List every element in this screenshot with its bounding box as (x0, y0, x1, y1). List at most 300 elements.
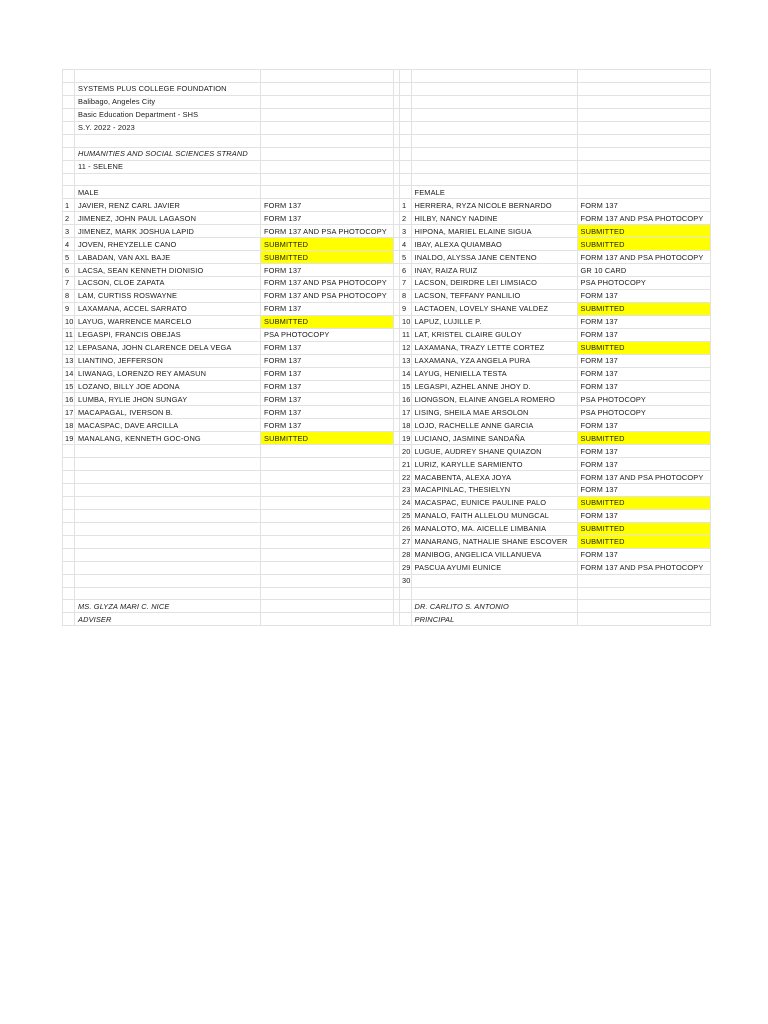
female-student-name: LUCIANO, JASMINE SANDAÑA (411, 432, 577, 445)
student-row (63, 445, 711, 458)
female-student-name: PASCUA AYUMI EUNICE (411, 561, 577, 574)
male-requirement-status: FORM 137 (261, 393, 394, 406)
empty-cell (63, 147, 75, 160)
male-row-number: 10 (63, 315, 75, 328)
empty-cell (577, 173, 710, 186)
male-requirement-status: FORM 137 AND PSA PHOTOCOPY (261, 277, 394, 290)
student-row (63, 393, 711, 406)
female-student-name: MANIBOG, ANGELICA VILLANUEVA (411, 548, 577, 561)
empty-cell (577, 121, 710, 134)
empty-cell (400, 147, 412, 160)
female-row-number: 22 (400, 471, 412, 484)
male-student-name: LOZANO, BILLY JOE ADONA (75, 380, 261, 393)
female-student-name: MACABENTA, ALEXA JOYA (411, 471, 577, 484)
female-requirement-status: PSA PHOTOCOPY (577, 406, 710, 419)
female-row-number: 15 (400, 380, 412, 393)
female-student-name: INALDO, ALYSSA JANE CENTENO (411, 251, 577, 264)
empty-cell (400, 134, 412, 147)
female-requirement-status: SUBMITTED (577, 302, 710, 315)
female-row-number: 17 (400, 406, 412, 419)
empty-cell (63, 613, 75, 626)
female-row-number: 2 (400, 212, 412, 225)
empty-cell (63, 458, 75, 471)
empty-cell (63, 173, 75, 186)
female-requirement-status: FORM 137 AND PSA PHOTOCOPY (577, 471, 710, 484)
empty-cell (63, 121, 75, 134)
sheet-body (63, 70, 711, 626)
female-student-name: LACTAOEN, LOVELY SHANE VALDEZ (411, 302, 577, 315)
male-row-number: 11 (63, 328, 75, 341)
empty-cell (63, 445, 75, 458)
empty-cell (577, 108, 710, 121)
student-row (63, 341, 711, 354)
student-row (63, 380, 711, 393)
male-row-number: 6 (63, 264, 75, 277)
male-requirement-status: FORM 137 (261, 302, 394, 315)
empty-cell (75, 134, 261, 147)
female-student-name: MANALOTO, MA. AICELLE LIMBANIA (411, 522, 577, 535)
student-row (63, 471, 711, 484)
male-row-number: 5 (63, 251, 75, 264)
empty-cell (75, 548, 261, 561)
female-requirement-status: FORM 137 (577, 419, 710, 432)
empty-cell (261, 471, 394, 484)
empty-cell (411, 147, 577, 160)
empty-cell (63, 484, 75, 497)
female-requirement-status: SUBMITTED (577, 496, 710, 509)
female-requirement-status: PSA PHOTOCOPY (577, 393, 710, 406)
student-row (63, 328, 711, 341)
student-row (63, 289, 711, 302)
empty-cell (75, 496, 261, 509)
female-requirement-status: GR 10 CARD (577, 264, 710, 277)
male-student-name: LEPASANA, JOHN CLARENCE DELA VEGA (75, 341, 261, 354)
female-requirement-status: FORM 137 (577, 328, 710, 341)
female-row-number: 26 (400, 522, 412, 535)
male-requirement-status: SUBMITTED (261, 251, 394, 264)
female-row-number: 28 (400, 548, 412, 561)
empty-cell (63, 108, 75, 121)
empty-cell (577, 613, 710, 626)
male-row-number: 18 (63, 419, 75, 432)
empty-cell (400, 613, 412, 626)
empty-cell (261, 134, 394, 147)
student-row (63, 238, 711, 251)
male-row-number: 1 (63, 199, 75, 212)
female-row-number: 1 (400, 199, 412, 212)
male-student-name: JIMENEZ, MARK JOSHUA LAPID (75, 225, 261, 238)
empty-cell (400, 587, 412, 600)
female-row-number: 23 (400, 484, 412, 497)
empty-cell (261, 561, 394, 574)
empty-cell (261, 173, 394, 186)
class-list-sheet (62, 69, 711, 626)
empty-cell (75, 471, 261, 484)
empty-cell (400, 121, 412, 134)
empty-cell (411, 587, 577, 600)
male-row-number: 8 (63, 289, 75, 302)
female-row-number: 13 (400, 354, 412, 367)
female-requirement-status: FORM 137 (577, 289, 710, 302)
student-row (63, 354, 711, 367)
male-requirement-status: FORM 137 (261, 212, 394, 225)
empty-cell (261, 509, 394, 522)
male-row-number: 16 (63, 393, 75, 406)
female-row-number: 10 (400, 315, 412, 328)
empty-cell (261, 70, 394, 83)
male-row-number: 12 (63, 341, 75, 354)
female-student-name: LUGUE, AUDREY SHANE QUIAZON (411, 445, 577, 458)
male-row-number: 15 (63, 380, 75, 393)
empty-cell (75, 509, 261, 522)
empty-cell (261, 574, 394, 587)
male-requirement-status: SUBMITTED (261, 238, 394, 251)
student-row (63, 458, 711, 471)
empty-cell (400, 70, 412, 83)
female-requirement-status: FORM 137 (577, 380, 710, 393)
female-student-name: MACASPAC, EUNICE PAULINE PALO (411, 496, 577, 509)
empty-cell (577, 147, 710, 160)
student-row (63, 251, 711, 264)
female-student-name: LAXAMANA, TRAZY LETTE CORTEZ (411, 341, 577, 354)
female-student-name: MANARANG, NATHALIE SHANE ESCOVER (411, 535, 577, 548)
male-heading: MALE (75, 186, 261, 199)
female-student-name: MANALO, FAITH ALLELOU MUNGCAL (411, 509, 577, 522)
header-row (63, 121, 711, 134)
empty-cell (75, 535, 261, 548)
female-row-number: 25 (400, 509, 412, 522)
empty-cell (75, 445, 261, 458)
male-requirement-status: FORM 137 (261, 341, 394, 354)
female-row-number: 3 (400, 225, 412, 238)
student-row (63, 277, 711, 290)
female-requirement-status: FORM 137 (577, 199, 710, 212)
empty-cell (261, 535, 394, 548)
empty-cell (400, 160, 412, 173)
student-row (63, 367, 711, 380)
female-student-name: LAXAMANA, YZA ANGELA PURA (411, 354, 577, 367)
female-student-name: LAT, KRISTEL CLAIRE GULOY (411, 328, 577, 341)
strand-title: HUMANITIES AND SOCIAL SCIENCES STRAND (75, 147, 261, 160)
empty-cell (63, 574, 75, 587)
male-requirement-status: FORM 137 (261, 380, 394, 393)
female-row-number: 24 (400, 496, 412, 509)
female-requirement-status: FORM 137 AND PSA PHOTOCOPY (577, 561, 710, 574)
female-requirement-status: FORM 137 (577, 548, 710, 561)
student-row (63, 315, 711, 328)
empty-cell (75, 458, 261, 471)
female-requirement-status: FORM 137 (577, 367, 710, 380)
student-row (63, 496, 711, 509)
empty-cell (577, 600, 710, 613)
male-student-name: LAXAMANA, ACCEL SARRATO (75, 302, 261, 315)
female-requirement-status: SUBMITTED (577, 522, 710, 535)
empty-cell (261, 95, 394, 108)
school-name: SYSTEMS PLUS COLLEGE FOUNDATION (75, 82, 261, 95)
student-row (63, 432, 711, 445)
female-student-name: LOJO, RACHELLE ANNE GARCIA (411, 419, 577, 432)
student-row (63, 406, 711, 419)
empty-cell (411, 160, 577, 173)
empty-cell (63, 600, 75, 613)
female-requirement-status: FORM 137 (577, 458, 710, 471)
female-student-name: LAPUZ, LUJILLE P. (411, 315, 577, 328)
empty-cell (577, 160, 710, 173)
student-row (63, 561, 711, 574)
female-student-name: LIONGSON, ELAINE ANGELA ROMERO (411, 393, 577, 406)
female-requirement-status: SUBMITTED (577, 225, 710, 238)
female-row-number: 20 (400, 445, 412, 458)
empty-cell (261, 121, 394, 134)
empty-cell (261, 484, 394, 497)
signatory-row (63, 600, 711, 613)
empty-cell (261, 458, 394, 471)
female-requirement-status: FORM 137 (577, 484, 710, 497)
male-requirement-status: FORM 137 (261, 406, 394, 419)
male-student-name: LIWANAG, LORENZO REY AMASUN (75, 367, 261, 380)
empty-cell (63, 548, 75, 561)
empty-cell (63, 496, 75, 509)
male-requirement-status: FORM 137 (261, 419, 394, 432)
male-requirement-status: FORM 137 (261, 199, 394, 212)
male-requirement-status: SUBMITTED (261, 432, 394, 445)
male-student-name: MACAPAGAL, IVERSON B. (75, 406, 261, 419)
male-requirement-status: FORM 137 AND PSA PHOTOCOPY (261, 225, 394, 238)
blank-row (63, 173, 711, 186)
empty-cell (400, 108, 412, 121)
female-student-name: LACSON, DEIRDRE LEI LIMSIACO (411, 277, 577, 290)
empty-cell (577, 587, 710, 600)
empty-cell (75, 484, 261, 497)
empty-cell (261, 147, 394, 160)
empty-cell (577, 134, 710, 147)
female-row-number: 21 (400, 458, 412, 471)
male-row-number: 7 (63, 277, 75, 290)
blank-row (63, 70, 711, 83)
female-row-number: 14 (400, 367, 412, 380)
female-row-number: 6 (400, 264, 412, 277)
gender-heading-row (63, 186, 711, 199)
female-requirement-status: SUBMITTED (577, 341, 710, 354)
male-student-name: LACSA, SEAN KENNETH DIONISIO (75, 264, 261, 277)
female-row-number: 4 (400, 238, 412, 251)
male-student-name: LIANTINO, JEFFERSON (75, 354, 261, 367)
student-row (63, 522, 711, 535)
female-row-number: 27 (400, 535, 412, 548)
female-row-number: 5 (400, 251, 412, 264)
female-requirement-status: FORM 137 (577, 354, 710, 367)
male-requirement-status: FORM 137 AND PSA PHOTOCOPY (261, 289, 394, 302)
header-row (63, 82, 711, 95)
empty-cell (411, 82, 577, 95)
empty-cell (577, 82, 710, 95)
empty-cell (63, 561, 75, 574)
female-requirement-status: PSA PHOTOCOPY (577, 277, 710, 290)
empty-cell (63, 186, 75, 199)
empty-cell (261, 108, 394, 121)
empty-cell (75, 173, 261, 186)
header-row (63, 147, 711, 160)
male-student-name: LEGASPI, FRANCIS OBEJAS (75, 328, 261, 341)
male-row-number: 17 (63, 406, 75, 419)
female-requirement-status: FORM 137 AND PSA PHOTOCOPY (577, 251, 710, 264)
female-requirement-status: FORM 137 (577, 445, 710, 458)
empty-cell (63, 82, 75, 95)
female-row-number: 29 (400, 561, 412, 574)
student-row (63, 574, 711, 587)
male-row-number: 2 (63, 212, 75, 225)
empty-cell (400, 600, 412, 613)
female-student-name: LACSON, TEFFANY PANLILIO (411, 289, 577, 302)
empty-cell (75, 561, 261, 574)
student-row (63, 509, 711, 522)
female-row-number: 9 (400, 302, 412, 315)
empty-cell (411, 108, 577, 121)
adviser-title: ADVISER (75, 613, 261, 626)
empty-cell (261, 587, 394, 600)
female-row-number: 11 (400, 328, 412, 341)
male-student-name: LAYUG, WARRENCE MARCELO (75, 315, 261, 328)
female-student-name: INAY, RAIZA RUIZ (411, 264, 577, 277)
principal-title: PRINCIPAL (411, 613, 577, 626)
empty-cell (411, 70, 577, 83)
empty-cell (577, 186, 710, 199)
empty-cell (400, 95, 412, 108)
female-student-name: LEGASPI, AZHEL ANNE JHOY D. (411, 380, 577, 393)
male-row-number: 14 (63, 367, 75, 380)
student-row (63, 548, 711, 561)
empty-cell (261, 82, 394, 95)
empty-cell (63, 522, 75, 535)
empty-cell (63, 471, 75, 484)
empty-cell (400, 82, 412, 95)
school-address: Balibago, Angeles City (75, 95, 261, 108)
empty-cell (75, 522, 261, 535)
female-requirement-status: FORM 137 (577, 509, 710, 522)
female-heading: FEMALE (411, 186, 577, 199)
female-requirement-status: SUBMITTED (577, 535, 710, 548)
student-row (63, 535, 711, 548)
empty-cell (75, 70, 261, 83)
female-student-name (411, 574, 577, 587)
male-requirement-status: PSA PHOTOCOPY (261, 328, 394, 341)
empty-cell (261, 548, 394, 561)
male-student-name: LAM, CURTISS ROSWAYNE (75, 289, 261, 302)
male-row-number: 3 (63, 225, 75, 238)
female-student-name: MACAPINLAC, THESIELYN (411, 484, 577, 497)
female-row-number: 16 (400, 393, 412, 406)
male-student-name: LUMBA, RYLIE JHON SUNGAY (75, 393, 261, 406)
female-student-name: HILBY, NANCY NADINE (411, 212, 577, 225)
empty-cell (261, 496, 394, 509)
male-student-name: JAVIER, RENZ CARL JAVIER (75, 199, 261, 212)
signatory-row (63, 613, 711, 626)
empty-cell (411, 121, 577, 134)
female-student-name: LURIZ, KARYLLE SARMIENTO (411, 458, 577, 471)
student-row (63, 264, 711, 277)
empty-cell (261, 186, 394, 199)
empty-cell (261, 160, 394, 173)
male-student-name: JIMENEZ, JOHN PAUL LAGASON (75, 212, 261, 225)
female-student-name: LISING, SHEILA MAE ARSOLON (411, 406, 577, 419)
male-student-name: JOVEN, RHEYZELLE CANO (75, 238, 261, 251)
female-student-name: LAYUG, HENIELLA TESTA (411, 367, 577, 380)
male-row-number: 19 (63, 432, 75, 445)
student-row (63, 225, 711, 238)
empty-cell (400, 173, 412, 186)
female-student-name: HERRERA, RYZA NICOLE BERNARDO (411, 199, 577, 212)
empty-cell (261, 522, 394, 535)
empty-cell (577, 70, 710, 83)
empty-cell (63, 70, 75, 83)
male-row-number: 4 (63, 238, 75, 251)
section-name: 11 - SELENE (75, 160, 261, 173)
female-row-number: 8 (400, 289, 412, 302)
header-row (63, 95, 711, 108)
empty-cell (75, 574, 261, 587)
male-requirement-status: FORM 137 (261, 367, 394, 380)
female-requirement-status: FORM 137 AND PSA PHOTOCOPY (577, 212, 710, 225)
empty-cell (400, 186, 412, 199)
empty-cell (261, 613, 394, 626)
empty-cell (75, 587, 261, 600)
student-row (63, 419, 711, 432)
empty-cell (63, 535, 75, 548)
empty-cell (63, 160, 75, 173)
female-row-number: 19 (400, 432, 412, 445)
empty-cell (63, 509, 75, 522)
empty-cell (63, 587, 75, 600)
female-requirement-status: FORM 137 (577, 315, 710, 328)
male-student-name: MACASPAC, DAVE ARCILLA (75, 419, 261, 432)
male-row-number: 13 (63, 354, 75, 367)
empty-cell (411, 134, 577, 147)
empty-cell (63, 95, 75, 108)
principal-name: DR. CARLITO S. ANTONIO (411, 600, 577, 613)
male-requirement-status: FORM 137 (261, 264, 394, 277)
empty-cell (261, 600, 394, 613)
student-row (63, 212, 711, 225)
female-row-number: 12 (400, 341, 412, 354)
male-requirement-status: SUBMITTED (261, 315, 394, 328)
empty-cell (63, 134, 75, 147)
blank-row (63, 134, 711, 147)
empty-cell (411, 95, 577, 108)
female-requirement-status: SUBMITTED (577, 432, 710, 445)
empty-cell (261, 445, 394, 458)
adviser-name: MS. GLYZA MARI C. NICE (75, 600, 261, 613)
male-student-name: MANALANG, KENNETH GOC-ONG (75, 432, 261, 445)
empty-cell (577, 95, 710, 108)
header-row (63, 108, 711, 121)
female-requirement-status (577, 574, 710, 587)
female-student-name: IBAY, ALEXA QUIAMBAO (411, 238, 577, 251)
header-row (63, 160, 711, 173)
student-row (63, 199, 711, 212)
female-row-number: 7 (400, 277, 412, 290)
student-row (63, 302, 711, 315)
blank-row (63, 587, 711, 600)
male-student-name: LABADAN, VAN AXL BAJE (75, 251, 261, 264)
school-year: S.Y. 2022 - 2023 (75, 121, 261, 134)
female-row-number: 30 (400, 574, 412, 587)
student-row (63, 484, 711, 497)
female-row-number: 18 (400, 419, 412, 432)
empty-cell (411, 173, 577, 186)
female-requirement-status: SUBMITTED (577, 238, 710, 251)
male-requirement-status: FORM 137 (261, 354, 394, 367)
male-student-name: LACSON, CLOE ZAPATA (75, 277, 261, 290)
